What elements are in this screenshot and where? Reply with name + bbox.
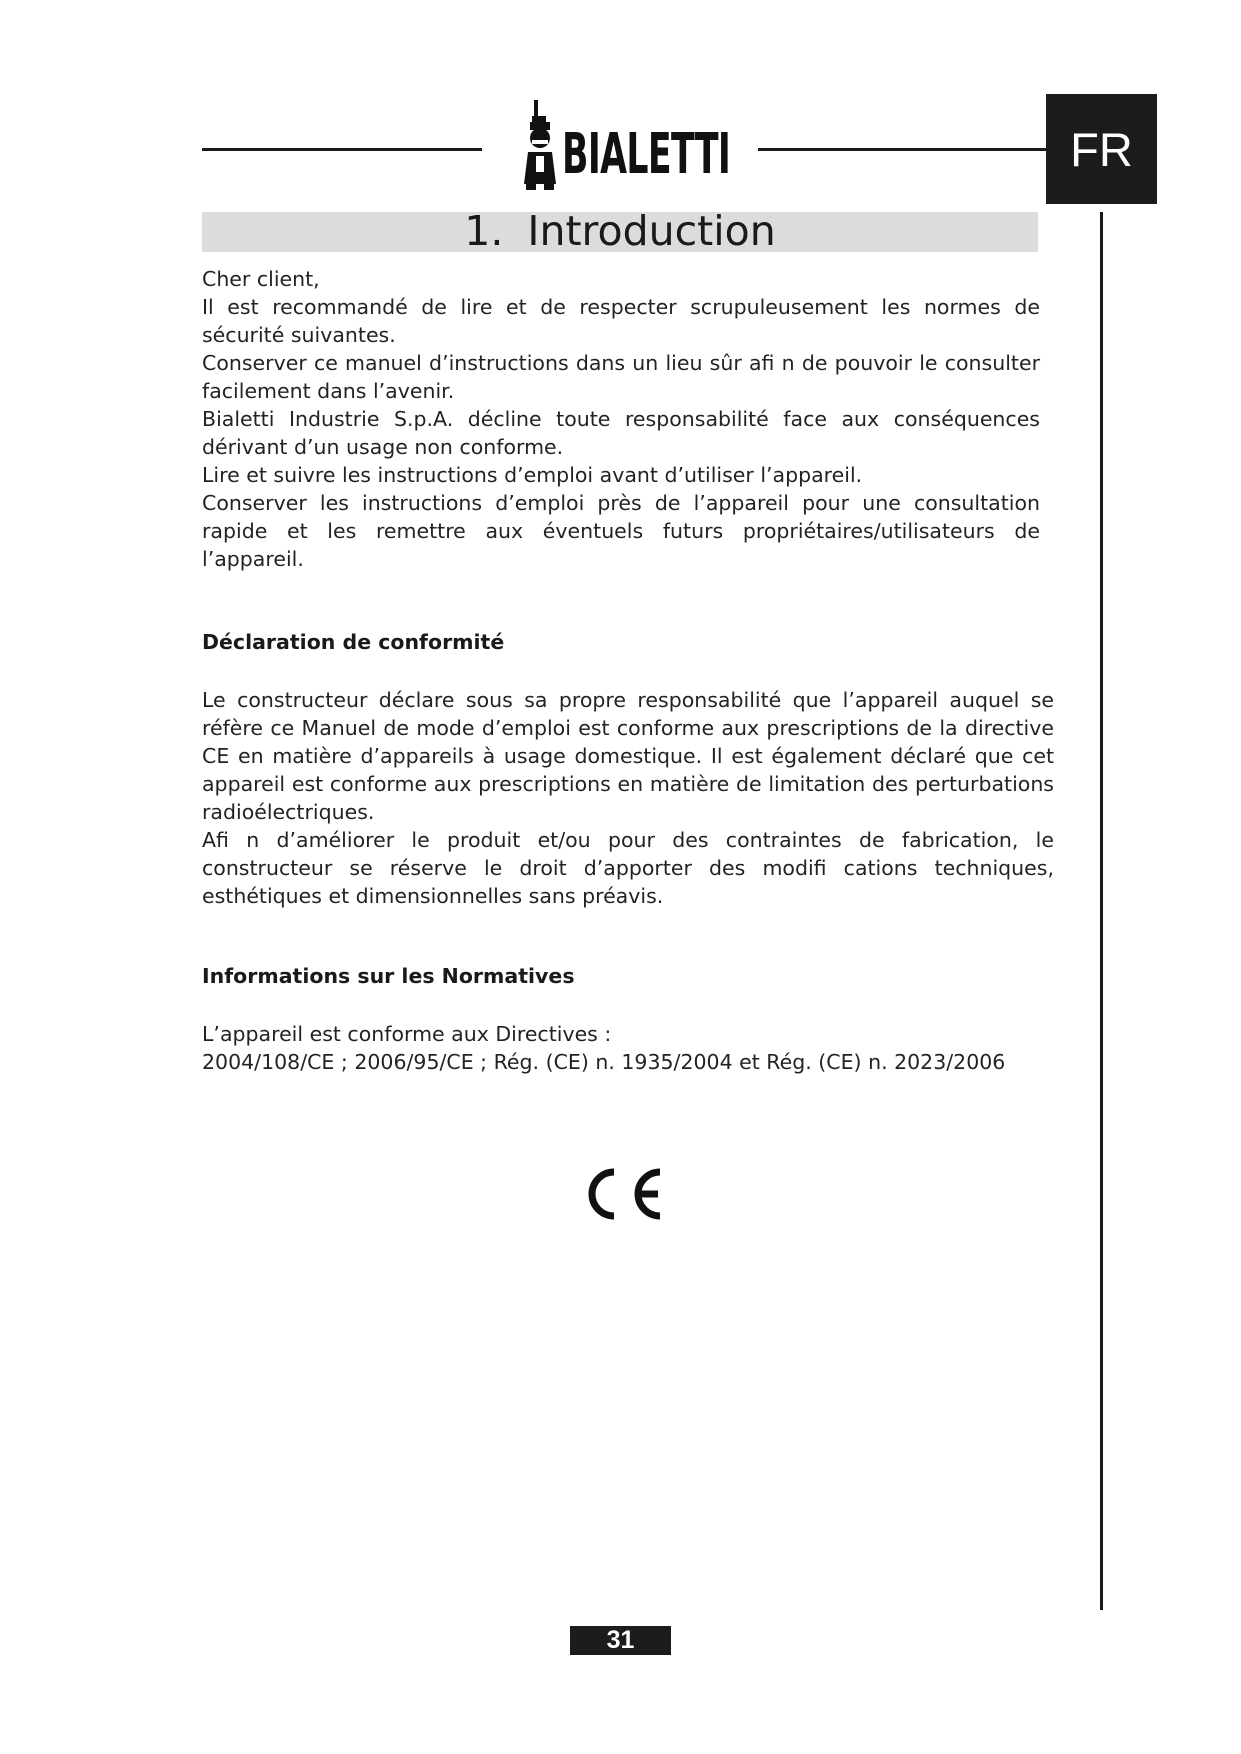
declaration-paragraph: Le constructeur déclare sous sa propre responsabilité que l’appareil auquel se réfère ce Manuel de mode d’emploi est conforme aux prescriptions de la directive CE en matière d’appareils à usage domestique. Il est également déclaré que cet appareil est conforme aux prescriptions en matière de limitation des perturbations radioélectriques. [202,688,1054,824]
ce-mark [578,1164,664,1224]
section-title [202,204,1038,258]
intro-paragraph: Il est recommandé de lire et de respecter scrupuleusement les normes de sécurité suivantes. [202,295,1040,347]
normatives-paragraph: 2004/108/CE ; 2006/95/CE ; Rég. (CE) n. 1935/2004 et Rég. (CE) n. 2023/2006 [202,1050,1006,1074]
ce-mark-icon [578,1164,664,1224]
moka-man-icon [522,96,562,196]
intro-paragraph: Lire et suivre les instructions d’emploi avant d’utiliser l’appareil. [202,463,863,487]
intro-paragraph: Conserver les instructions d’emploi près de l’appareil pour une consultation rapide et les remettre aux éventuels futurs propriétaires/utilisateurs de l’appareil. [202,491,1040,571]
intro-paragraph: Cher client, [202,267,320,291]
language-tab-label: FR [1070,122,1133,176]
language-tab [1046,94,1157,204]
header-rule-right [758,148,1048,151]
declaration-paragraph: Afi n d’améliorer le produit et/ou pour des contraintes de fabrication, le constructeur se réserve le droit d’apporter des modifi cations techniques, esthétiques et dimensionnelles sans préavis. [202,828,1054,908]
intro-block [202,265,1040,573]
section-title-text: Introduction [527,207,776,255]
brand-wordmark: BIALETTI [562,122,731,187]
page-number [570,1626,671,1655]
side-rule [1100,212,1103,1610]
declaration-block [202,686,1054,910]
section-number: 1. [464,207,504,255]
normatives-heading: Informations sur les Normatives [202,964,575,988]
page-number-label: 31 [606,1626,635,1654]
header-rule-left [202,148,482,151]
intro-paragraph: Bialetti Industrie S.p.A. décline toute responsabilité face aux conséquences dérivant d’un usage non conforme. [202,407,1040,459]
declaration-heading: Déclaration de conformité [202,630,505,654]
bialetti-logo [522,96,731,196]
normatives-block [202,1020,1042,1076]
intro-paragraph: Conserver ce manuel d’instructions dans un lieu sûr afi n de pouvoir le consulter facilement dans l’avenir. [202,351,1040,403]
normatives-paragraph: L’appareil est conforme aux Directives : [202,1022,612,1046]
